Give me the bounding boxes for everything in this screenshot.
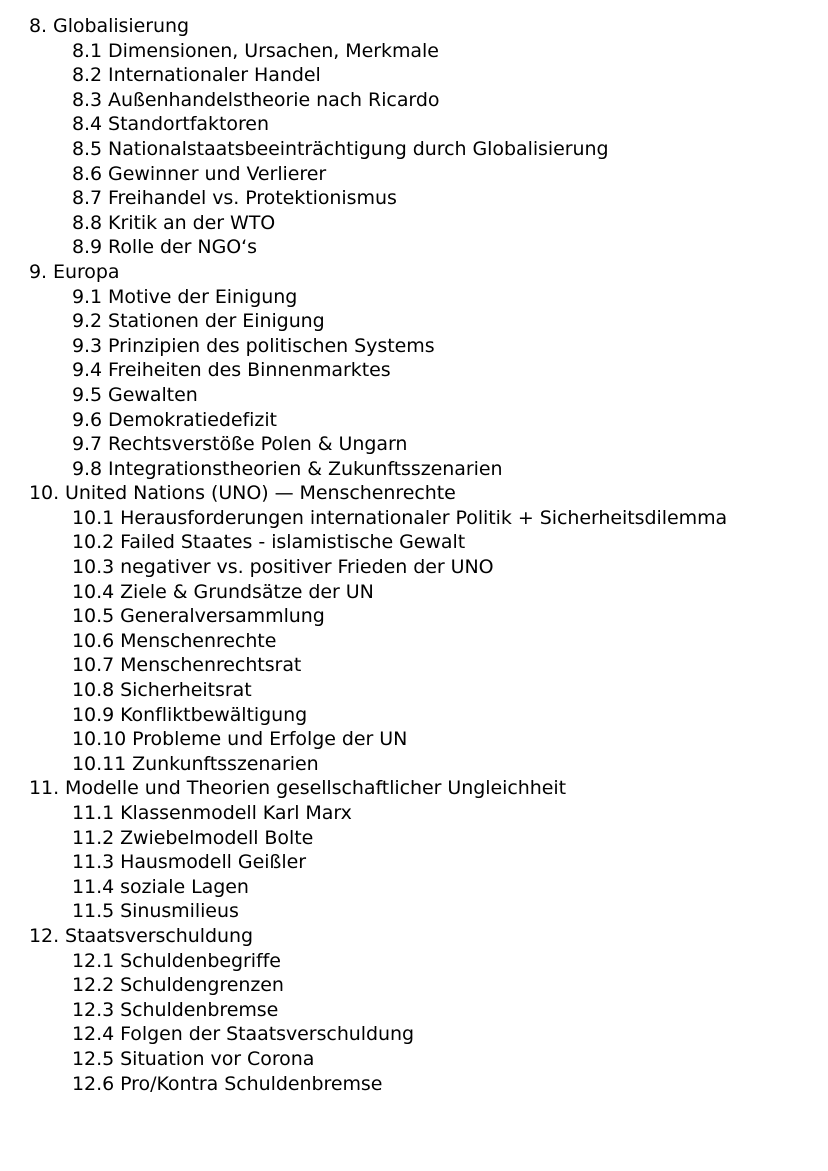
chapter-heading: 12. Staatsverschuldung: [29, 924, 253, 947]
toc-item: 12.5 Situation vor Corona: [72, 1047, 315, 1070]
toc-item: 8.5 Nationalstaatsbeeinträchtigung durch Globalisierung: [72, 137, 609, 160]
toc-item: 12.1 Schuldenbegriffe: [72, 949, 281, 972]
toc-item: 12.6 Pro/Kontra Schuldenbremse: [72, 1072, 383, 1095]
toc-item: 12.4 Folgen der Staatsverschuldung: [72, 1023, 415, 1046]
toc-item: 8.7 Freihandel vs. Protektionismus: [72, 187, 397, 210]
toc-item: 10.6 Menschenrechte: [72, 629, 277, 652]
toc-item: 9.5 Gewalten: [72, 383, 198, 406]
toc-item: 9.1 Motive der Einigung: [72, 285, 298, 308]
toc-item: 8.8 Kritik an der WTO: [72, 211, 276, 234]
toc-item: 8.2 Internationaler Handel: [72, 64, 321, 87]
toc-item: 11.3 Hausmodell Geißler: [72, 851, 306, 874]
toc-item: 9.3 Prinzipien des politischen Systems: [72, 334, 435, 357]
toc-item: 10.10 Probleme und Erfolge der UN: [72, 728, 408, 751]
chapter-heading: 9. Europa: [29, 260, 120, 283]
toc-item: 9.6 Demokratiedefizit: [72, 408, 277, 431]
toc-item: 9.4 Freiheiten des Binnenmarktes: [72, 359, 391, 382]
toc-item: 8.9 Rolle der NGO‘s: [72, 236, 257, 259]
toc-item: 12.2 Schuldengrenzen: [72, 974, 284, 997]
toc-item: 11.4 soziale Lagen: [72, 875, 249, 898]
toc-item: 10.8 Sicherheitsrat: [72, 679, 252, 702]
toc-item: 10.2 Failed Staates - islamistische Gewalt: [72, 531, 466, 554]
toc-item: 8.4 Standortfaktoren: [72, 113, 269, 136]
toc-item: 10.7 Menschenrechtsrat: [72, 654, 302, 677]
toc-item: 12.3 Schuldenbremse: [72, 998, 279, 1021]
chapter-heading: 11. Modelle und Theorien gesellschaftlicher Ungleichheit: [29, 777, 567, 800]
toc-item: 10.9 Konfliktbewältigung: [72, 703, 308, 726]
toc-item: 9.7 Rechtsverstöße Polen & Ungarn: [72, 433, 408, 456]
toc-item: 10.11 Zunkunftsszenarien: [72, 752, 319, 775]
toc-item: 11.2 Zwiebelmodell Bolte: [72, 826, 314, 849]
toc-item: 9.8 Integrationstheorien & Zukunftsszenarien: [72, 457, 503, 480]
toc-item: 10.1 Herausforderungen internationaler Politik + Sicherheitsdilemma: [72, 506, 728, 529]
toc-item: 10.5 Generalversammlung: [72, 605, 325, 628]
toc-item: 9.2 Stationen der Einigung: [72, 310, 325, 333]
toc-item: 8.1 Dimensionen, Ursachen, Merkmale: [72, 39, 439, 62]
toc-item: 8.6 Gewinner und Verlierer: [72, 162, 327, 185]
chapter-heading: 8. Globalisierung: [29, 15, 190, 37]
table-of-contents: [29, 14, 828, 1096]
toc-item: 8.3 Außenhandelstheorie nach Ricardo: [72, 88, 440, 111]
toc-item: 11.1 Klassenmodell Karl Marx: [72, 802, 352, 824]
toc-item: 10.4 Ziele & Grundsätze der UN: [72, 580, 374, 603]
chapter-heading: 10. United Nations (UNO) — Menschenrechte: [29, 482, 456, 505]
toc-item: 10.3 negativer vs. positiver Frieden der UNO: [72, 556, 494, 579]
toc-item: 11.5 Sinusmilieus: [72, 900, 239, 923]
